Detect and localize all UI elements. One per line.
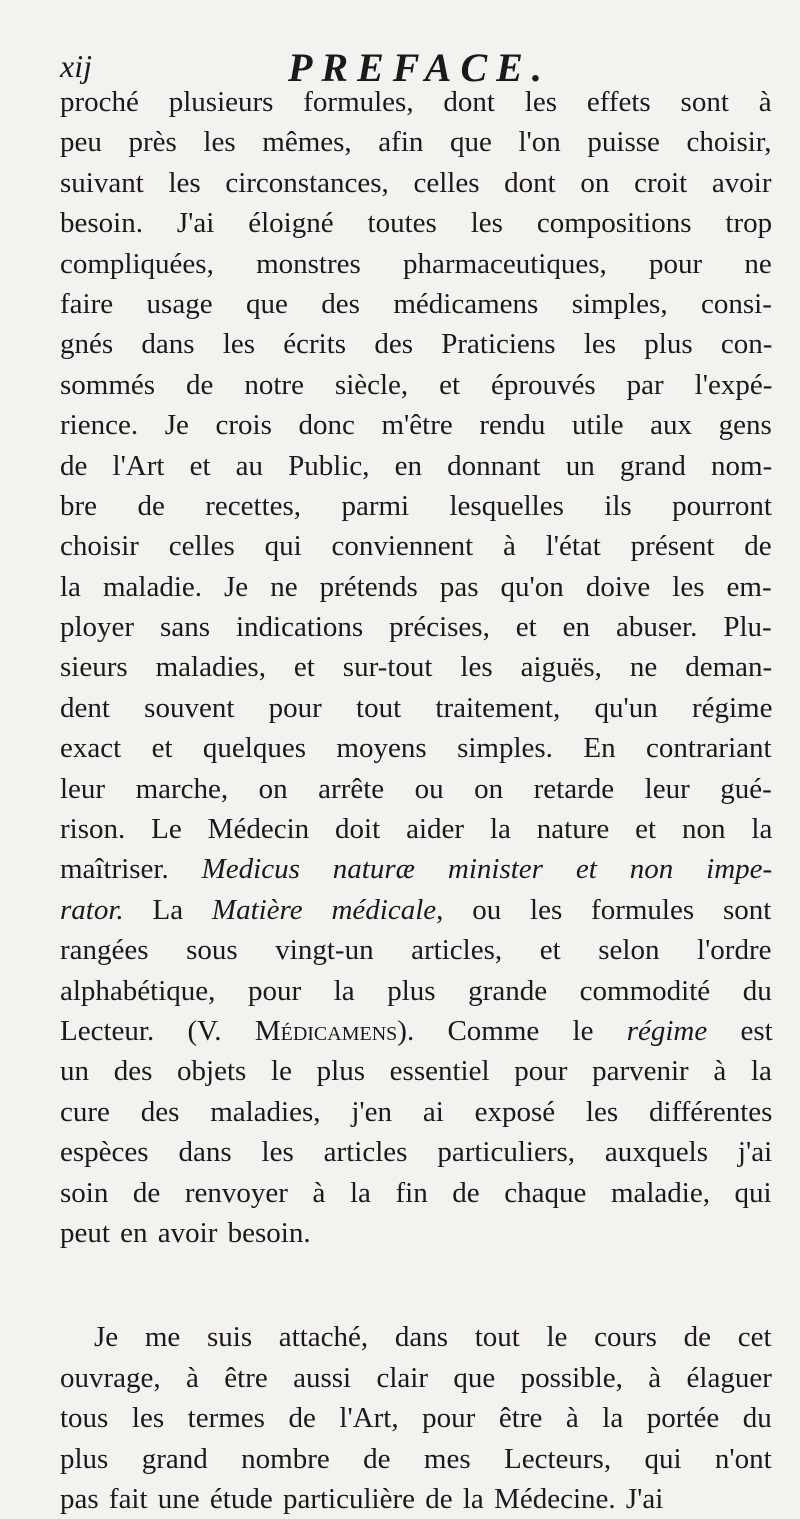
text-line [60,567,772,607]
text-segment: leur marche, on arrête ou on retarde leur gué- [60,772,772,805]
text-line [60,365,772,405]
text-segment: Medicus naturæ minister et non impe- [201,853,773,886]
text-line [60,647,772,687]
text-segment: est [707,1014,773,1047]
text-segment: la maladie. Je ne prétends pas qu'on doive les em- [60,570,772,603]
text-line [60,203,772,243]
text-segment: Je me suis attaché, dans tout le cours de cet [94,1321,772,1354]
text-segment: ployer sans indications précises, et en abuser. Plu- [60,611,772,644]
text-segment: compliquées, monstres pharmaceutiques, pour ne [60,247,772,280]
text-segment: dent souvent pour tout traitement, qu'un régime [60,691,773,724]
text-line [60,446,772,486]
text-segment: pas fait une étude particulière de la Médecine. J'ai [60,1482,664,1515]
text-segment: cure des maladies, j'en ai exposé les différentes [60,1095,773,1128]
text-line [60,849,772,889]
text-segment: Médicamens [254,1014,398,1047]
running-head [60,38,760,88]
text-line [60,1011,772,1051]
paragraph-1 [60,82,772,1253]
text-line [60,1317,772,1357]
text-line [60,284,772,324]
text-line [60,1173,772,1213]
text-line [60,82,772,122]
text-line [60,163,772,203]
text-line [60,486,772,526]
text-segment: sieurs maladies, et sur-tout les aiguës, ne deman- [60,651,773,684]
text-segment: Matière médicale [211,893,437,926]
text-segment: ouvrage, à être aussi clair que possible, à élaguer [60,1361,772,1394]
text-segment: peut en avoir besoin. [60,1216,311,1249]
text-line [60,728,772,768]
text-segment: rator. [60,893,124,926]
text-segment: tous les termes de l'Art, pour être à la portée du [60,1402,772,1435]
text-segment: un des objets le plus essentiel pour parvenir à la [60,1055,772,1088]
paragraph-2 [60,1317,772,1519]
text-segment: de l'Art et au Public, en donnant un grand nom- [60,449,773,482]
text-segment: bre de recettes, parmi lesquelles ils pourront [60,489,772,522]
text-segment: faire usage que des médicamens simples, consi- [60,287,772,320]
text-segment: rangées sous vingt-un articles, et selon l'ordre [60,934,772,967]
paragraph-gap [60,1253,772,1317]
text-segment: besoin. J'ai éloigné toutes les compositions trop [60,207,773,240]
text-segment: plus grand nombre de mes Lecteurs, qui n'ont [60,1442,772,1475]
text-line [60,405,772,445]
text-line [60,930,772,970]
text-segment: régime [626,1014,708,1047]
text-segment: soin de renvoyer à la fin de chaque maladie, qui [60,1176,772,1209]
text-segment: peu près les mêmes, afin que l'on puisse choisir, [60,126,772,159]
running-title: PREFACE. [288,45,551,90]
body-text [60,82,772,1519]
text-segment: La [123,893,212,926]
text-segment: rience. Je crois donc m'être rendu utile aux gens [60,409,772,442]
text-segment: proché plusieurs formules, dont les effets sont à [60,86,772,118]
text-line [60,1398,772,1438]
text-line [60,1358,772,1398]
text-line [60,1213,772,1253]
text-line [60,607,772,647]
text-segment: rison. Le Médecin doit aider la nature et non la [60,813,773,846]
text-line [60,890,772,930]
text-line [60,244,772,284]
text-line [60,122,772,162]
text-segment: maîtriser. [60,853,202,886]
text-segment: exact et quelques moyens simples. En contrariant [60,732,772,765]
text-line [60,324,772,364]
page-number: xij [60,48,92,84]
text-segment: ). Comme le [397,1014,627,1047]
text-line [60,1092,772,1132]
text-line [60,526,772,566]
text-segment: choisir celles qui conviennent à l'état présent de [60,530,772,563]
text-segment: Lecteur. (V. [60,1014,255,1047]
text-segment: suivant les circonstances, celles dont on croit avoir [60,166,772,199]
text-segment: , ou les formules sont [436,893,772,926]
text-line [60,769,772,809]
text-segment: gnés dans les écrits des Praticiens les plus con- [60,328,773,361]
text-segment: alphabétique, pour la plus grande commodité du [60,974,772,1007]
text-segment: espèces dans les articles particuliers, auxquels j'ai [60,1136,773,1169]
text-line [60,1439,772,1479]
text-line [60,1051,772,1091]
text-line [60,1479,772,1519]
text-line [60,809,772,849]
text-segment: sommés de notre siècle, et éprouvés par l'expé- [60,368,773,401]
text-line [60,971,772,1011]
text-line [60,688,772,728]
text-line [60,1132,772,1172]
